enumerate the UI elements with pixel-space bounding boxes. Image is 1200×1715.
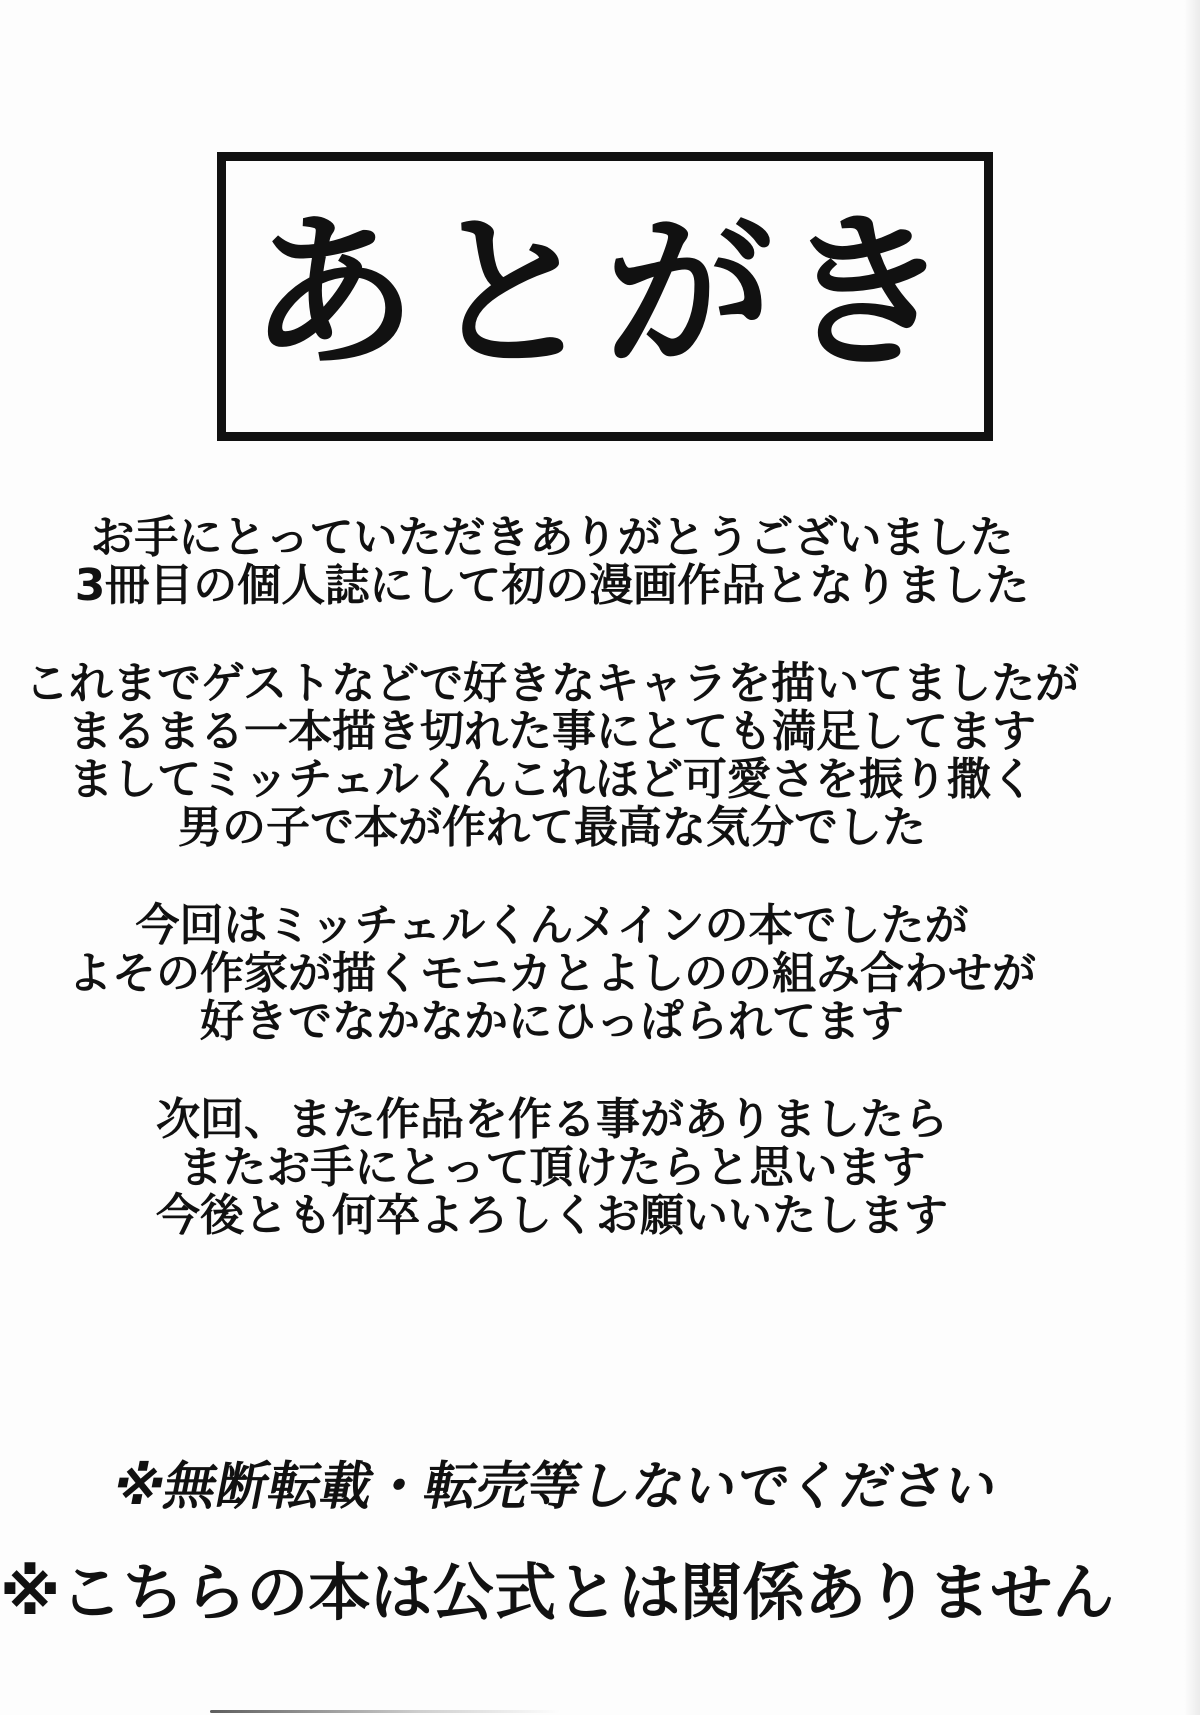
- body-line: またお手にとって頂けたらと思います: [178, 1142, 926, 1193]
- paragraph-satisfaction: [0, 660, 1104, 852]
- notice-no-reproduction-text: ※無断転載・転売等しないでください: [107, 1457, 1003, 1517]
- body-line: ましてミッチェルくんこれほど可愛さを振り撒く: [69, 754, 1035, 805]
- notice-unofficial: ※こちらの本は公式とは関係ありません: [0, 1556, 1115, 1629]
- body-line: まるまる一本描き切れた事にとても満足してます: [68, 706, 1036, 757]
- body-line: 今回はミッチェルくんメインの本でしたが: [135, 900, 969, 951]
- scan-edge-shadow: [1184, 0, 1200, 1715]
- afterword-title-box: [217, 152, 993, 441]
- body-line: よその作家が描くモニカとよしのの組み合わせが: [68, 948, 1036, 999]
- notice-no-reproduction: [0, 1459, 1110, 1515]
- paragraph-next-time: [0, 1096, 1104, 1240]
- body-line: 3冊目の個人誌にして初の漫画作品となりました: [74, 560, 1030, 611]
- paragraph-thanks: [0, 514, 1104, 610]
- afterword-title: あとがき: [249, 194, 961, 391]
- body-line: 好きでなかなかにひっぱられてます: [200, 996, 904, 1047]
- body-line: これまでゲストなどで好きなキャラを描いてましたが: [24, 658, 1080, 709]
- body-line: 今後とも何卒よろしくお願いいたします: [156, 1190, 948, 1241]
- body-line: お手にとっていただきありがとうございました: [90, 512, 1014, 563]
- body-line: 男の子で本が作れて最高な気分でした: [178, 802, 926, 853]
- afterword-body: [0, 514, 1104, 1290]
- scan-artifact-line: [210, 1710, 560, 1713]
- body-line: 次回、また作品を作る事がありましたら: [156, 1094, 948, 1145]
- paragraph-main-character: [0, 902, 1104, 1046]
